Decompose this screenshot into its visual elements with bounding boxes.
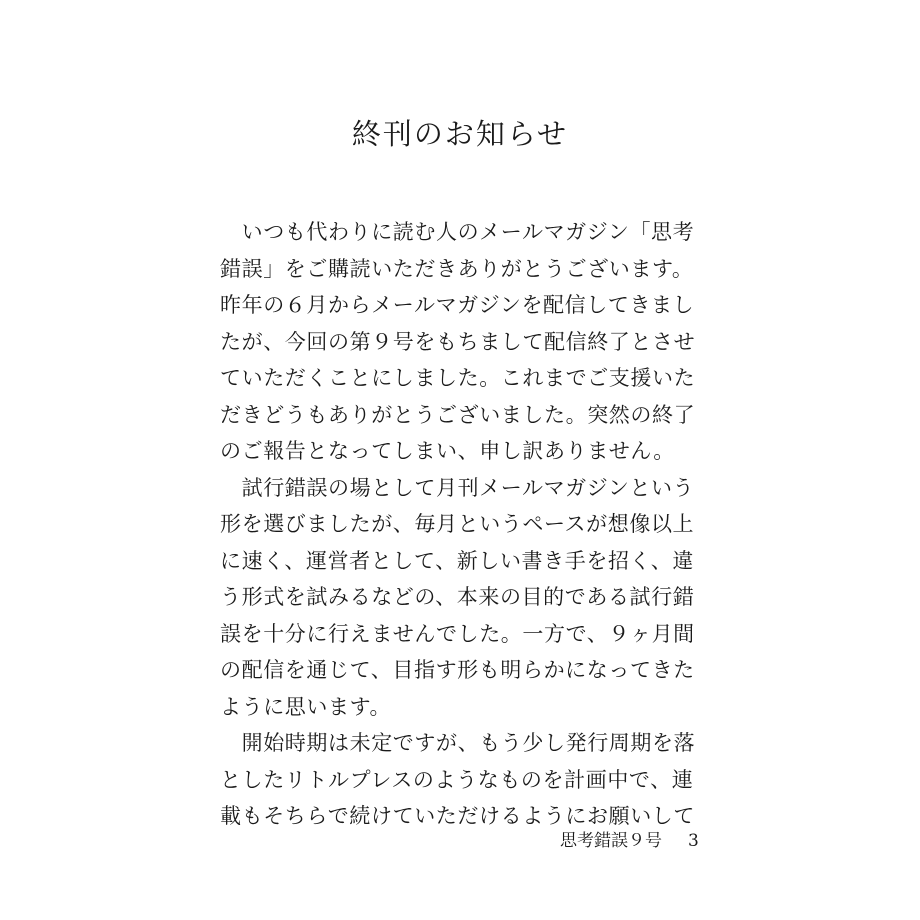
text-line: たが、今回の第９号をもちまして配信終了とさせ bbox=[220, 329, 696, 354]
text-line: 誤を十分に行えませんでした。一方で、９ヶ月間 bbox=[220, 621, 695, 646]
text-line: いつも代わりに読む人のメールマガジン「思考 bbox=[220, 220, 695, 244]
text-line: だきどうもありがとうございました。突然の終了 bbox=[220, 402, 696, 427]
issue-label: 思考錯誤９号 bbox=[560, 831, 662, 851]
text-line: 形を選びましたが、毎月というペースが想像以上 bbox=[220, 512, 695, 536]
page-number: 3 bbox=[688, 831, 699, 851]
text-line: 錯誤」をご購読いただきありがとうございます。 bbox=[220, 256, 694, 281]
text-line: ていただくことにしました。これまでご支援いた bbox=[220, 366, 696, 390]
text-line: う形式を試みるなどの、本来の目的である試行錯 bbox=[220, 585, 695, 609]
text-line: 試行錯誤の場として月刊メールマガジンという bbox=[220, 475, 695, 500]
text-line: 開始時期は未定ですが、もう少し発行周期を落 bbox=[220, 731, 696, 755]
page-title: 終刊のお知らせ bbox=[351, 117, 569, 151]
text-line: ように思います。 bbox=[220, 694, 392, 719]
text-line: 昨年の６月からメールマガジンを配信してきまし bbox=[220, 293, 695, 317]
text-line: としたリトルプレスのようなものを計画中で、連 bbox=[220, 767, 694, 792]
text-line: 載もそちらで続けていただけるようにお願いして bbox=[220, 804, 695, 828]
text-line: のご報告となってしまい、申し訳ありません。 bbox=[220, 439, 675, 463]
text-line: の配信を通じて、目指す形も明らかになってきた bbox=[220, 658, 695, 682]
page-footer bbox=[560, 829, 699, 853]
body-text bbox=[220, 214, 720, 835]
text-line: に速く、運営者として、新しい書き手を招く、違 bbox=[220, 548, 694, 573]
